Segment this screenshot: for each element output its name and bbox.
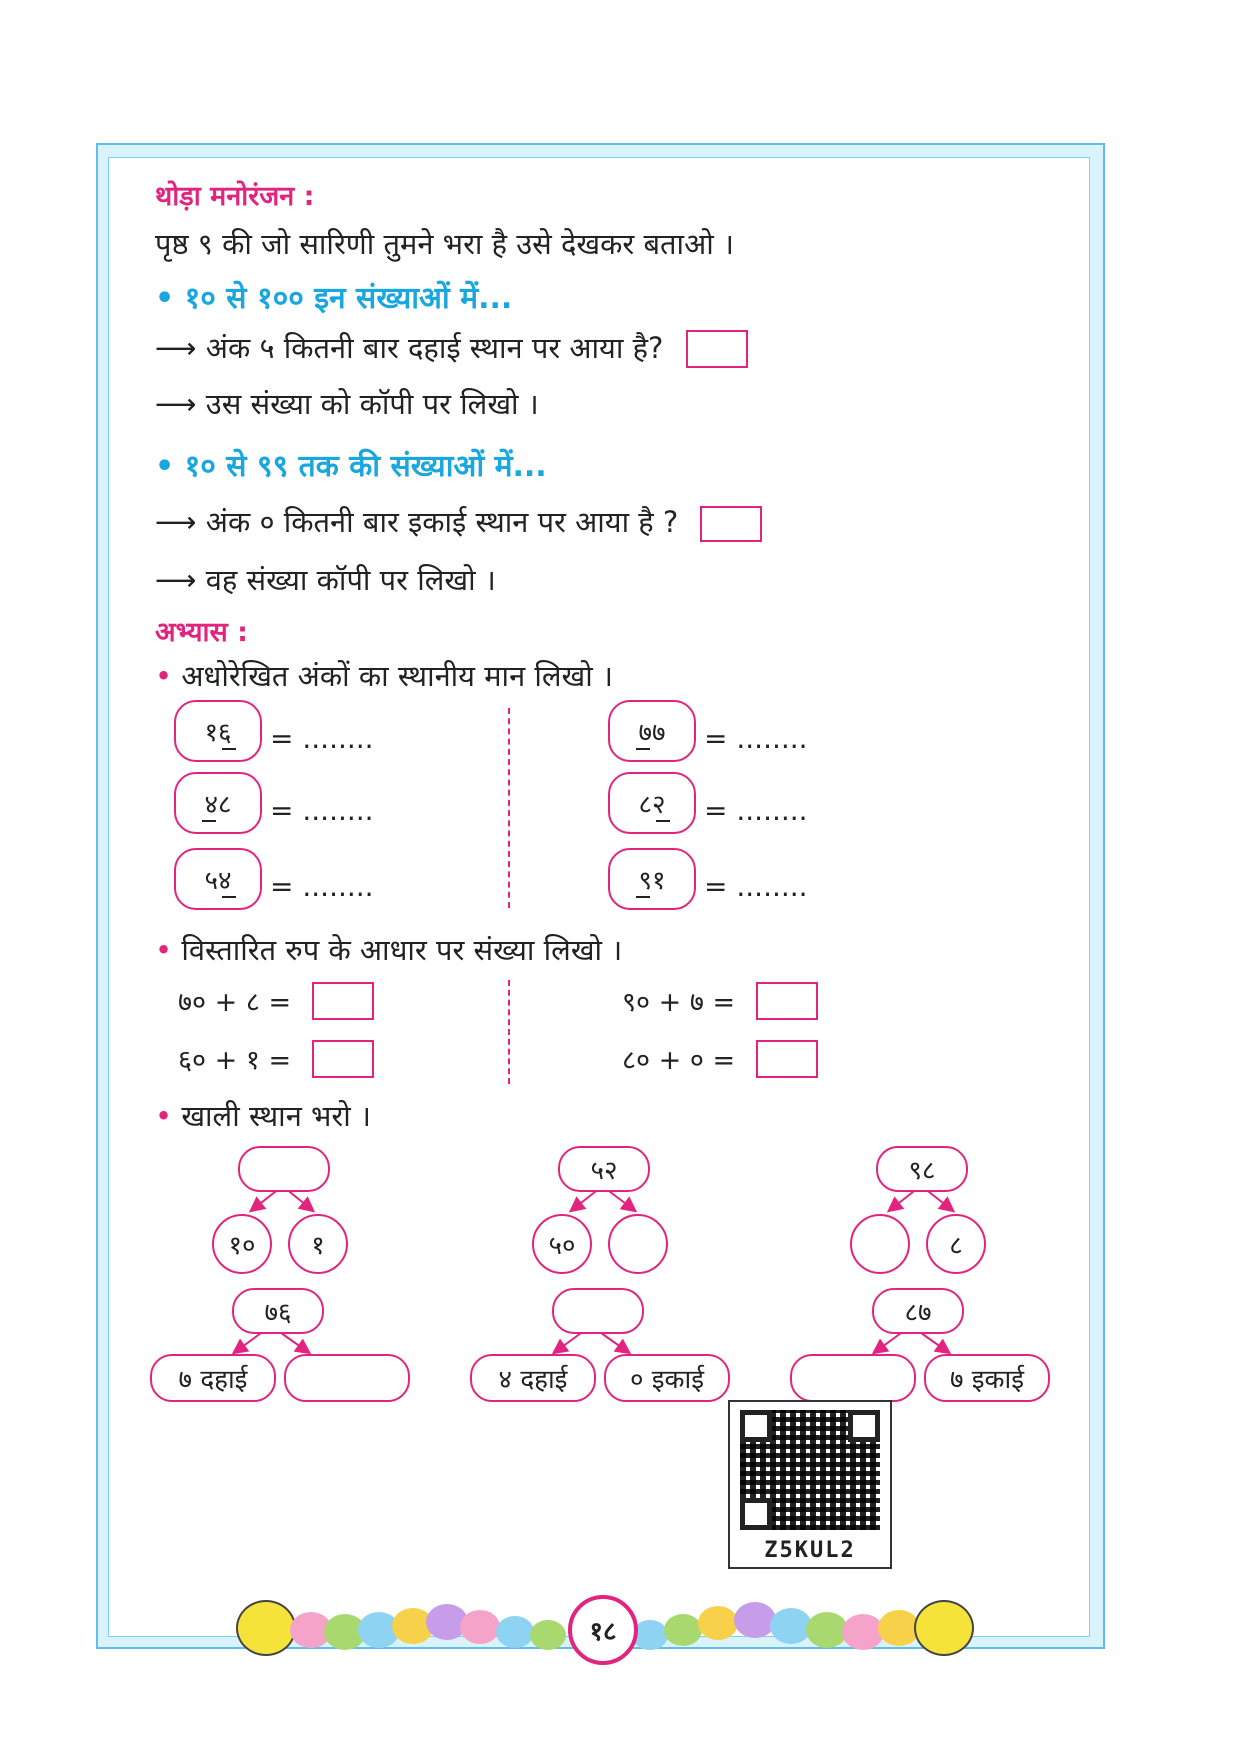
exercise3-heading-text: खाली स्थान भरो ।	[181, 1099, 371, 1133]
answer-blank[interactable]: = ........	[704, 722, 808, 755]
page-number-clock	[568, 1595, 638, 1665]
tree6-top: ८७	[872, 1288, 964, 1334]
intro-text: पृष्ठ ९ की जो सारिणी तुमने भरा है उसे देखकर बताओ ।	[155, 227, 734, 261]
bullet-icon: •	[155, 1099, 173, 1133]
tree2-left: ५०	[532, 1214, 592, 1274]
qr-finder	[740, 1410, 772, 1442]
tree5-top-blank[interactable]	[552, 1288, 644, 1334]
answer-blank[interactable]: = ........	[270, 870, 374, 903]
answer-blank[interactable]: = ........	[704, 870, 808, 903]
question-text: अंक ० कितनी बार इकाई स्थान पर आया है ?	[205, 505, 679, 539]
tree6-left-blank[interactable]	[790, 1354, 916, 1402]
bullet-icon: •	[155, 933, 173, 967]
caterpillar-segment	[460, 1610, 500, 1644]
arrow-icon: ⟶	[155, 505, 197, 539]
qr-code-label: Z5KUL2	[764, 1538, 856, 1563]
section-title-fun: थोड़ा मनोरंजन :	[155, 181, 315, 212]
expansion-right-2: ८० + ० =	[622, 1045, 736, 1076]
tree4-top: ७६	[232, 1288, 324, 1334]
exercise2-heading-text: विस्तारित रुप के आधार पर संख्या लिखो ।	[181, 933, 623, 967]
answer-blank[interactable]: = ........	[270, 722, 374, 755]
caterpillar-segment	[664, 1614, 702, 1646]
qr-finder	[848, 1410, 880, 1442]
number-value: १६	[204, 718, 232, 748]
number-value: ४८	[204, 790, 232, 820]
tree3-top: ९८	[876, 1146, 968, 1192]
tree5-left: ४ दहाई	[470, 1354, 596, 1402]
caterpillar-segment	[734, 1602, 776, 1638]
tree2-top: ५२	[558, 1146, 650, 1192]
tree4-left: ७ दहाई	[150, 1354, 276, 1402]
number-value: ७७	[638, 718, 666, 748]
number-value: ५४	[204, 866, 232, 896]
tree6-right: ७ इकाई	[924, 1354, 1050, 1402]
caterpillar-segment	[496, 1616, 534, 1648]
answer-blank[interactable]: = ........	[270, 794, 374, 827]
caterpillar-segment	[698, 1606, 738, 1640]
question-text: वह संख्या कॉपी पर लिखो ।	[205, 563, 496, 597]
qr-code[interactable]	[728, 1400, 892, 1569]
caterpillar-head-left	[236, 1600, 296, 1656]
tree3-right: ८	[926, 1214, 986, 1274]
arrow-icon: ⟶	[155, 331, 197, 365]
tree2-right-blank[interactable]	[608, 1214, 668, 1274]
arrow-icon: ⟶	[155, 563, 197, 597]
part1-heading: • १० से १०० इन संख्याओं में...	[155, 281, 513, 316]
answer-blank[interactable]: = ........	[704, 794, 808, 827]
tree1-top-blank[interactable]	[238, 1146, 330, 1192]
caterpillar-segment	[530, 1620, 566, 1650]
question-text: अंक ५ कितनी बार दहाई स्थान पर आया है?	[205, 331, 664, 365]
section-title-practice: अभ्यास :	[155, 617, 248, 648]
tree5-right: ० इकाई	[604, 1354, 730, 1402]
tree1-right: १	[288, 1214, 348, 1274]
part2-heading: • १० से ९९ तक की संख्याओं में...	[155, 449, 547, 484]
expansion-right-1: ९० + ७ =	[622, 987, 736, 1018]
exercise1-heading-text: अधोरेखित अंकों का स्थानीय मान लिखो ।	[181, 659, 614, 693]
bullet-icon: •	[155, 659, 173, 693]
question-text: उस संख्या को कॉपी पर लिखो ।	[205, 387, 539, 421]
expansion-left-1: ७० + ८ =	[178, 987, 292, 1018]
caterpillar-head-right	[914, 1600, 974, 1656]
number-value: ९१	[638, 866, 666, 896]
arrow-icon: ⟶	[155, 387, 197, 421]
number-value: ८२	[638, 790, 666, 820]
tree1-left: १०	[212, 1214, 272, 1274]
qr-finder	[740, 1498, 772, 1530]
tree3-left-blank[interactable]	[850, 1214, 910, 1274]
expansion-left-2: ६० + १ =	[178, 1045, 292, 1076]
tree4-right-blank[interactable]	[284, 1354, 410, 1402]
page-number: १८	[589, 1617, 617, 1647]
